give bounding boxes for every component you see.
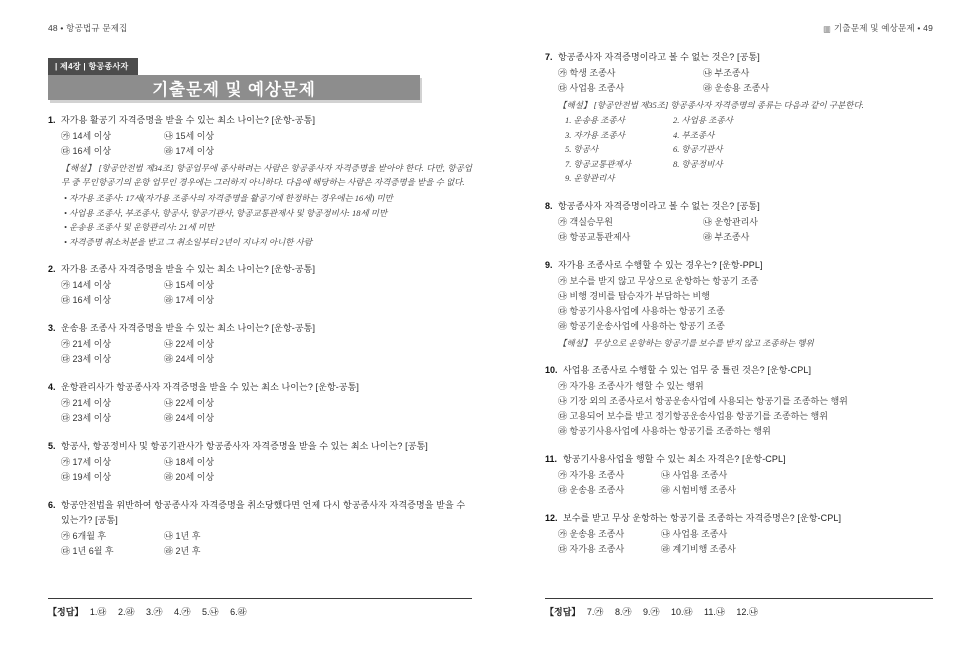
question-line	[545, 50, 933, 65]
explanation: 【해설】 [항공안전법 제35조] 항공종사자 자격증명의 종류는 다음과 같이 구분한다.	[558, 100, 864, 110]
option: ㉱ 부조종사	[703, 231, 750, 242]
answer-item: 11.㉯	[704, 607, 725, 617]
question-line	[545, 199, 933, 214]
answer-item: 4.㉮	[174, 607, 191, 617]
answer-item: 6.㉱	[230, 607, 247, 617]
option: ㉰ 항공기사용사업에 사용하는 항공기 조종	[558, 305, 725, 316]
question-text: 자가용 조종사 자격증명을 받을 수 있는 최소 나이는? [운항-공통]	[61, 264, 316, 274]
option: ㉮ 14세 이상	[61, 131, 112, 141]
option: ㉱ 20세 이상	[164, 472, 215, 482]
option: ㉮ 6개월 후	[61, 531, 107, 541]
option: ㉱ 24세 이상	[164, 413, 215, 423]
cert-list-item: 3. 자가용 조종사	[565, 129, 625, 140]
cert-list-item: 4. 부조종사	[673, 129, 715, 140]
question-number: 4.	[48, 382, 56, 392]
option: ㉯ 사업용 조종사	[661, 469, 728, 480]
options	[61, 396, 472, 426]
answers-label: 【정답】	[545, 607, 581, 617]
cert-list-item: 9. 운항관리사	[565, 173, 615, 183]
page-title: 기출문제 및 예상문제	[48, 75, 420, 100]
question-line	[48, 498, 472, 528]
options	[61, 129, 472, 159]
option: ㉮ 14세 이상	[61, 280, 112, 290]
answer-item: 2.㉱	[117, 607, 135, 617]
explanation: 【해설】 무상으로 운항하는 항공기를 보수를 받지 않고 조종하는 행위	[558, 337, 814, 348]
answer-item: 10.㉰	[671, 607, 693, 617]
options	[558, 379, 933, 439]
answers-bar-left	[48, 598, 472, 618]
certificate-list	[565, 113, 933, 186]
page-header-right	[545, 22, 933, 34]
option: ㉯ 비행 경비를 탑승자가 부담하는 비행	[558, 290, 710, 301]
option: ㉱ 운송용 조종사	[703, 83, 770, 93]
option: ㉯ 1년 후	[164, 531, 201, 541]
explanation: 【해설】 [항공안전법 제34조] 항공업무에 종사하려는 사람은 항공종사자 자격증명을 받아야 한다. 다만, 항공업무 중 무인항공기의 운항 업무인 경우에는 그러하지 아니하다. 다음에 해당하는 사람은 자격증명을 받을 수 없다.	[61, 163, 472, 187]
option: ㉯ 22세 이상	[164, 398, 215, 408]
option: ㉮ 자가용 조종사가 행할 수 있는 행위	[558, 380, 704, 391]
cert-list-item: 6. 항공기관사	[673, 144, 723, 154]
cert-list-item: 1. 운송용 조종사	[565, 115, 625, 125]
option: ㉰ 운송용 조종사	[558, 484, 625, 495]
question-line	[48, 262, 472, 277]
option: ㉮ 학생 조종사	[558, 68, 616, 78]
page-left	[48, 22, 472, 572]
option: ㉱ 항공기사용사업에 사용하는 항공기를 조종하는 행위	[558, 425, 771, 436]
question-number: 8.	[545, 200, 553, 211]
question-line	[48, 380, 472, 395]
question-text: 항공종사자 자격증명이라고 볼 수 없는 것은? [공통]	[558, 200, 760, 211]
answer-item: 8.㉮	[614, 607, 632, 617]
question-text: 사업용 조종사로 수행할 수 있는 업무 중 틀린 것은? [운항-CPL]	[563, 364, 812, 375]
options	[61, 278, 472, 308]
option: ㉱ 17세 이상	[164, 146, 215, 156]
answer-item: 7.㉮	[586, 607, 604, 617]
options	[558, 274, 933, 334]
question-line	[48, 321, 472, 336]
question-number: 1.	[48, 115, 56, 125]
cert-list-item: 5. 항공사	[565, 144, 599, 154]
question-text: 자가용 활공기 자격증명을 받을 수 있는 최소 나이는? [운항-공통]	[61, 115, 316, 125]
option: ㉱ 24세 이상	[164, 354, 215, 364]
question-1	[48, 113, 472, 249]
answer-item: 5.㉯	[202, 607, 219, 617]
question-number: 10.	[545, 364, 558, 375]
bullet-item: • 자가용 조종사: 17세(자가용 조종사의 자격증명을 활공기에 한정하는 경우에는 16세) 미만	[64, 193, 393, 203]
question-text: 운항관리사가 항공종사자 자격증명을 받을 수 있는 최소 나이는? [운항-공통]	[61, 382, 360, 392]
options	[558, 66, 933, 96]
options	[61, 337, 472, 367]
question-number: 11.	[545, 453, 558, 464]
page-header-left: 48 • 항공법규 문제집	[48, 23, 128, 33]
option: ㉮ 21세 이상	[61, 398, 112, 408]
question-number: 5.	[48, 441, 56, 451]
chapter-tab: | 제4장 | 항공종사자	[48, 58, 138, 75]
question-12	[545, 511, 933, 557]
question-number: 7.	[545, 52, 553, 62]
option: ㉯ 부조종사	[703, 68, 750, 78]
question-11	[545, 452, 933, 498]
bullet-item: • 사업용 조종사, 부조종사, 항공사, 항공기관사, 항공교통관제사 및 항공정비사: 18세 미만	[64, 207, 388, 218]
option: ㉮ 17세 이상	[61, 457, 112, 467]
option: ㉰ 23세 이상	[61, 354, 112, 364]
question-number: 6.	[48, 500, 56, 510]
cert-list-item: 7. 항공교통관제사	[565, 158, 631, 169]
options	[558, 527, 933, 557]
option: ㉮ 운송용 조종사	[558, 528, 625, 539]
question-text: 자가용 조종사로 수행할 수 있는 경우는? [운항-PPL]	[558, 259, 763, 270]
question-line	[545, 363, 933, 378]
options	[558, 215, 933, 245]
option: ㉮ 객실승무원	[558, 216, 613, 227]
section-box-icon: ▥	[823, 24, 832, 34]
question-text: 보수를 받고 무상 운항하는 항공기를 조종하는 자격증명은? [운항-CPL]	[563, 512, 842, 523]
option: ㉯ 15세 이상	[164, 280, 215, 290]
option: ㉯ 18세 이상	[164, 457, 215, 467]
question-8	[545, 199, 933, 245]
option: ㉱ 시험비행 조종사	[661, 484, 736, 495]
options	[61, 529, 472, 559]
option: ㉯ 15세 이상	[164, 131, 215, 141]
option: ㉯ 운항관리사	[703, 216, 758, 227]
question-4	[48, 380, 472, 426]
option: ㉯ 22세 이상	[164, 339, 215, 349]
question-9	[545, 258, 933, 350]
options	[558, 468, 933, 498]
page-right	[545, 22, 933, 570]
question-text: 항공종사자 자격증명이라고 볼 수 없는 것은? [공통]	[558, 52, 760, 62]
question-2	[48, 262, 472, 308]
page-header-text: 기출문제 및 예상문제 • 49	[834, 23, 933, 33]
bullet-item: • 자격증명 취소처분을 받고 그 취소일부터 2년이 지나지 아니한 사람	[64, 236, 313, 247]
question-7	[545, 50, 933, 186]
answer-item: 1.㉰	[89, 607, 107, 617]
option: ㉯ 기장 외의 조종사로서 항공운송사업에 사용되는 항공기를 조종하는 행위	[558, 395, 848, 406]
question-10	[545, 363, 933, 439]
question-text: 항공기사용사업을 행할 수 있는 최소 자격은? [운항-CPL]	[563, 453, 786, 464]
option: ㉰ 19세 이상	[61, 472, 112, 482]
question-5	[48, 439, 472, 485]
option: ㉰ 고용되어 보수를 받고 정기항공운송사업용 항공기를 조종하는 행위	[558, 410, 828, 421]
explanation-bullets	[64, 191, 472, 249]
bullet-item: • 운송용 조종사 및 운항관리사: 21세 미만	[64, 222, 215, 232]
question-6	[48, 498, 472, 559]
question-line	[545, 258, 933, 273]
answer-item: 3.㉮	[145, 607, 163, 617]
option: ㉰ 1년 6월 후	[61, 546, 114, 556]
cert-list-item: 8. 항공정비사	[673, 158, 723, 169]
question-text: 운송용 조종사 자격증명을 받을 수 있는 최소 나이는? [운항-공통]	[61, 323, 316, 333]
option: ㉱ 2년 후	[164, 546, 201, 556]
option: ㉰ 16세 이상	[61, 295, 112, 305]
question-number: 2.	[48, 264, 56, 274]
option: ㉰ 23세 이상	[61, 413, 112, 423]
option: ㉰ 사업용 조종사	[558, 83, 625, 93]
cert-list-item: 2. 사업용 조종사	[673, 115, 733, 125]
answer-item: 9.㉮	[642, 607, 660, 617]
question-line	[545, 511, 933, 526]
question-line	[48, 439, 472, 454]
question-text: 항공사, 항공정비사 및 항공기관사가 항공종사자 자격증명을 받을 수 있는 최소 나이는? [공통]	[61, 441, 428, 451]
option: ㉮ 자가용 조종사	[558, 469, 625, 480]
answers-label: 【정답】	[48, 607, 84, 617]
option: ㉰ 16세 이상	[61, 146, 112, 156]
option: ㉰ 자가용 조종사	[558, 543, 625, 554]
option: ㉮ 보수를 받지 않고 무상으로 운항하는 항공기 조종	[558, 275, 759, 286]
option: ㉮ 21세 이상	[61, 339, 112, 349]
question-line	[545, 452, 933, 467]
options	[61, 455, 472, 485]
option: ㉯ 사업용 조종사	[661, 528, 728, 539]
question-line	[48, 113, 472, 128]
question-text: 항공안전법을 위반하여 항공종사자 자격증명을 취소당했다면 언제 다시 항공종사자 자격증명을 받을 수 있는가? [공통]	[61, 500, 466, 525]
option: ㉱ 17세 이상	[164, 295, 215, 305]
question-number: 9.	[545, 259, 553, 270]
option: ㉰ 항공교통관제사	[558, 231, 631, 242]
question-number: 12.	[545, 512, 558, 523]
question-3	[48, 321, 472, 367]
answer-item: 12.㉯	[736, 607, 758, 617]
option: ㉱ 항공기운송사업에 사용하는 항공기 조종	[558, 320, 725, 331]
answers-bar-right	[545, 598, 933, 618]
question-number: 3.	[48, 323, 56, 333]
option: ㉱ 계기비행 조종사	[661, 543, 736, 554]
